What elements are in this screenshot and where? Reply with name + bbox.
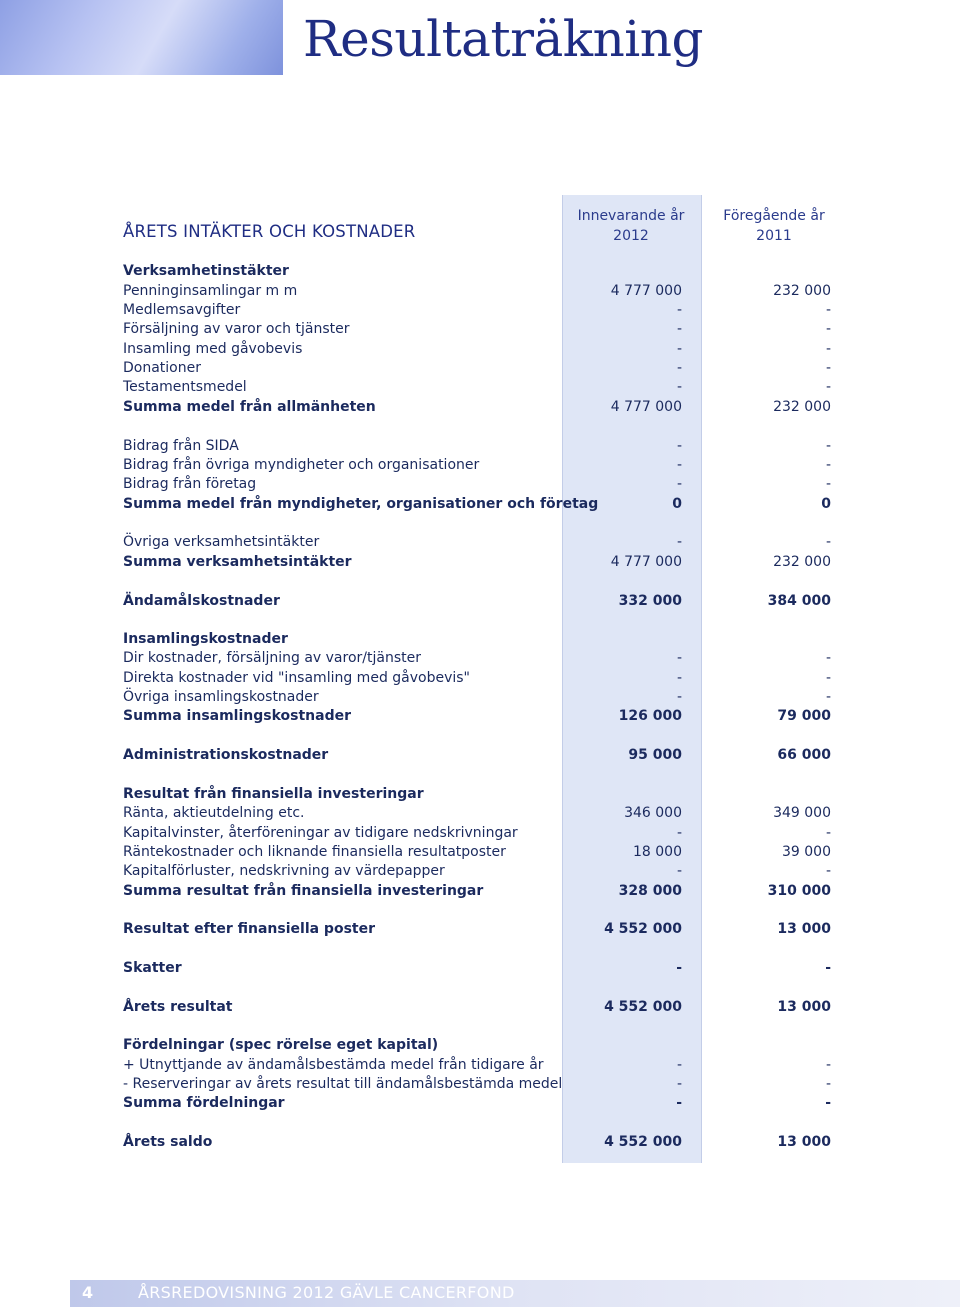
table-row <box>123 475 833 494</box>
table-row <box>123 340 833 359</box>
table-row <box>123 553 833 572</box>
row-value-current: 4 552 000 <box>604 1134 682 1150</box>
row-value-previous: - <box>825 476 831 492</box>
row-value-current: - <box>676 534 682 550</box>
row-value-current: 4 552 000 <box>604 921 682 937</box>
row-label: Resultat från finansiella investeringar <box>123 786 424 802</box>
row-label: Årets resultat <box>123 999 233 1015</box>
table-row <box>123 398 833 417</box>
table-row <box>123 862 833 881</box>
table-row <box>123 456 833 475</box>
row-value-previous: - <box>825 1095 831 1111</box>
row-label: Ändamålskostnader <box>123 593 280 609</box>
row-label: Direkta kostnader vid "insamling med gåvobevis" <box>123 670 470 686</box>
row-label: Kapitalförluster, nedskrivning av värdepapper <box>123 863 445 879</box>
table-row <box>123 592 833 611</box>
table-row <box>123 1133 833 1152</box>
row-value-current: - <box>676 457 682 473</box>
table-row <box>123 785 833 804</box>
row-value-previous: - <box>825 825 831 841</box>
row-label: Summa medel från allmänheten <box>123 399 376 415</box>
row-value-previous: 13 000 <box>777 999 831 1015</box>
table-row <box>123 669 833 688</box>
table-row <box>123 1075 833 1094</box>
row-value-previous: - <box>825 863 831 879</box>
row-label: - Reserveringar av årets resultat till ändamålsbestämda medel <box>123 1076 563 1092</box>
row-value-previous: - <box>825 1076 831 1092</box>
row-label: Bidrag från företag <box>123 476 257 492</box>
row-value-previous: - <box>825 321 831 337</box>
row-value-previous: - <box>825 650 831 666</box>
table-row <box>123 804 833 823</box>
row-value-previous: 384 000 <box>767 593 831 609</box>
row-value-current: 328 000 <box>618 883 682 899</box>
row-value-current: - <box>676 379 682 395</box>
row-label: Dir kostnader, försäljning av varor/tjänster <box>123 650 421 666</box>
row-value-current: - <box>676 863 682 879</box>
row-label: Kapitalvinster, återföreningar av tidigare nedskrivningar <box>123 825 518 841</box>
previous-year-label: Föregående år <box>723 208 825 224</box>
footer-page-number: 4 <box>82 1283 94 1302</box>
row-label: Övriga insamlingskostnader <box>123 689 319 705</box>
table-row <box>123 1056 833 1075</box>
row-value-current: 346 000 <box>624 805 682 821</box>
table-row <box>123 707 833 726</box>
row-label: Insamlingskostnader <box>123 631 288 647</box>
row-label: Skatter <box>123 960 182 976</box>
table-row <box>123 359 833 378</box>
previous-year-value: 2011 <box>756 228 792 244</box>
row-value-previous: - <box>825 689 831 705</box>
table-row <box>123 882 833 901</box>
row-label: Bidrag från SIDA <box>123 438 239 454</box>
row-value-current: - <box>676 1095 682 1111</box>
table-row <box>123 920 833 939</box>
row-value-previous: 0 <box>821 496 831 512</box>
row-label: Summa fördelningar <box>123 1095 285 1111</box>
row-label: Verksamhetinstäkter <box>123 263 289 279</box>
row-value-current: - <box>676 321 682 337</box>
row-value-previous: - <box>825 960 831 976</box>
table-row <box>123 688 833 707</box>
row-value-current: 95 000 <box>628 747 682 763</box>
page-title: Resultaträkning <box>303 10 703 68</box>
table-row <box>123 843 833 862</box>
row-label: Summa resultat från finansiella investeringar <box>123 883 484 899</box>
current-year-label: Innevarande år <box>577 208 685 224</box>
row-value-current: 4 777 000 <box>610 283 682 299</box>
row-value-current: - <box>676 360 682 376</box>
row-label: Ränta, aktieutdelning etc. <box>123 805 305 821</box>
row-value-previous: 232 000 <box>773 399 831 415</box>
table-row <box>123 959 833 978</box>
row-value-previous: - <box>825 360 831 376</box>
row-value-current: - <box>676 689 682 705</box>
row-value-previous: - <box>825 302 831 318</box>
table-row <box>123 262 833 281</box>
row-value-current: - <box>676 1057 682 1073</box>
row-value-current: - <box>676 476 682 492</box>
row-value-previous: 13 000 <box>777 921 831 937</box>
row-value-previous: - <box>825 438 831 454</box>
row-label: Summa medel från myndigheter, organisationer och företag <box>123 496 599 512</box>
row-label: Bidrag från övriga myndigheter och organisationer <box>123 457 480 473</box>
table-row <box>123 495 833 514</box>
row-value-previous: 310 000 <box>767 883 831 899</box>
row-value-previous: - <box>825 534 831 550</box>
row-value-previous: - <box>825 1057 831 1073</box>
row-label: Resultat efter finansiella poster <box>123 921 375 937</box>
row-value-current: - <box>676 960 682 976</box>
table-row <box>123 378 833 397</box>
row-value-current: 4 552 000 <box>604 999 682 1015</box>
row-label: + Utnyttjande av ändamålsbestämda medel från tidigare år <box>123 1057 544 1073</box>
row-value-previous: 232 000 <box>773 283 831 299</box>
row-value-previous: - <box>825 670 831 686</box>
row-value-current: - <box>676 1076 682 1092</box>
section-title: ÅRETS INTÄKTER OCH KOSTNADER <box>123 222 416 241</box>
row-value-current: - <box>676 438 682 454</box>
row-label: Insamling med gåvobevis <box>123 341 303 357</box>
row-value-current: - <box>676 670 682 686</box>
table-row <box>123 320 833 339</box>
row-value-current: - <box>676 825 682 841</box>
table-row <box>123 998 833 1017</box>
row-value-current: 4 777 000 <box>610 399 682 415</box>
row-label: Testamentsmedel <box>123 379 247 395</box>
row-label: Årets saldo <box>123 1134 213 1150</box>
row-label: Övriga verksamhetsintäkter <box>123 534 320 550</box>
row-label: Donationer <box>123 360 201 376</box>
row-value-current: 4 777 000 <box>610 554 682 570</box>
table-row <box>123 533 833 552</box>
current-year-value: 2012 <box>613 228 649 244</box>
row-value-previous: 79 000 <box>777 708 831 724</box>
table-row <box>123 824 833 843</box>
table-row <box>123 649 833 668</box>
row-label: Räntekostnader och liknande finansiella resultatposter <box>123 844 506 860</box>
table-row <box>123 301 833 320</box>
row-label: Medlemsavgifter <box>123 302 241 318</box>
row-value-previous: 39 000 <box>782 844 831 860</box>
row-label: Penninginsamlingar m m <box>123 283 298 299</box>
table-row <box>123 630 833 649</box>
row-value-previous: - <box>825 379 831 395</box>
row-value-current: 18 000 <box>633 844 682 860</box>
row-value-previous: 349 000 <box>773 805 831 821</box>
row-label: Försäljning av varor och tjänster <box>123 321 350 337</box>
table-row <box>123 746 833 765</box>
row-label: Summa insamlingskostnader <box>123 708 352 724</box>
table-row <box>123 282 833 301</box>
row-label: Fördelningar (spec rörelse eget kapital) <box>123 1037 439 1053</box>
row-value-current: 0 <box>672 496 682 512</box>
row-value-current: - <box>676 302 682 318</box>
row-value-previous: 66 000 <box>777 747 831 763</box>
row-value-current: - <box>676 341 682 357</box>
row-value-current: 126 000 <box>618 708 682 724</box>
row-value-previous: - <box>825 341 831 357</box>
row-value-previous: - <box>825 457 831 473</box>
row-value-previous: 232 000 <box>773 554 831 570</box>
table-row <box>123 437 833 456</box>
row-label: Administrationskostnader <box>123 747 329 763</box>
table-row <box>123 1036 833 1055</box>
row-value-previous: 13 000 <box>777 1134 831 1150</box>
footer-text: ÅRSREDOVISNING 2012 GÄVLE CANCERFOND <box>138 1283 515 1302</box>
row-value-current: 332 000 <box>618 593 682 609</box>
row-label: Summa verksamhetsintäkter <box>123 554 352 570</box>
row-value-current: - <box>676 650 682 666</box>
table-row <box>123 1094 833 1113</box>
